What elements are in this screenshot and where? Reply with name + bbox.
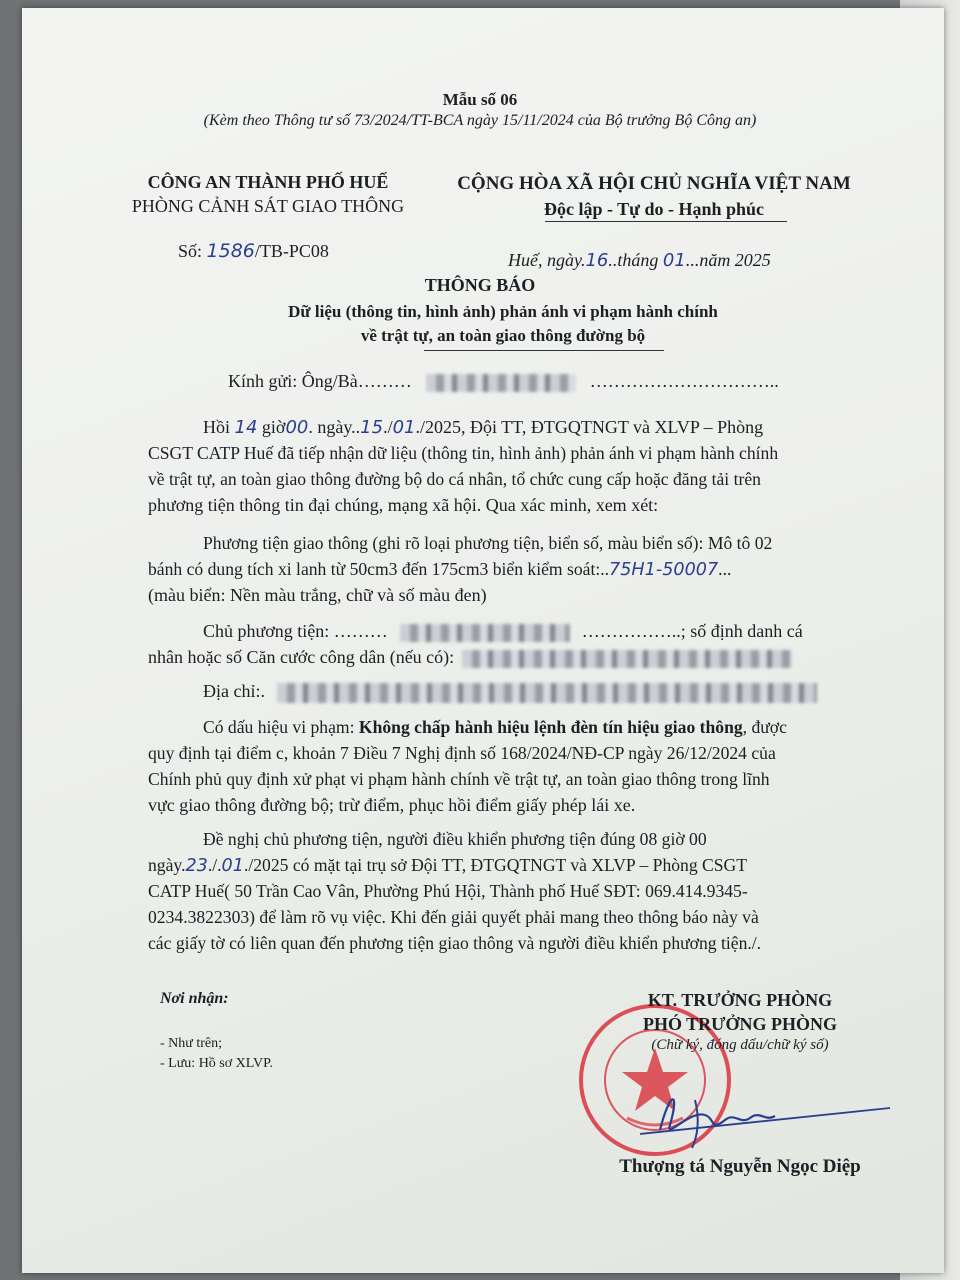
request-line-1: Đề nghị chủ phương tiện, người điều khiển phương tiện đúng 08 giờ 00 <box>203 829 707 849</box>
notice-heading-1: Dữ liệu (thông tin, hình ảnh) phản ánh vi phạm hành chính <box>288 302 718 321</box>
document-number: Số: 1586/TB-PC08 <box>178 240 329 262</box>
vehicle-line-2: bánh có dung tích xi lanh từ 50cm3 đến 175cm3 biển kiểm soát:..75H1-50007... <box>148 559 732 580</box>
vehicle-line-1: Phương tiện giao thông (ghi rõ loại phương tiện, biển số, màu biển số): Mô tô 02 <box>203 533 773 553</box>
paragraph-1-line-1: Hồi 14 giờ00. ngày..15./01./2025, Đội TT, ĐTGQTNGT và XLVP – Phòng <box>203 417 764 438</box>
salutation: Kính gửi: Ông/Bà……… ………………………….. <box>228 371 779 391</box>
request-line-3: CATP Huế( 50 Trần Cao Vân, Phường Phú Hội, Thành phố Huế SĐT: 069.414.9345- <box>148 881 748 901</box>
violation-line-1: Có dấu hiệu vi phạm: Không chấp hành hiệu lệnh đèn tín hiệu giao thông, được <box>203 717 787 737</box>
country-name: CỘNG HÒA XÃ HỘI CHỦ NGHĨA VIỆT NAM <box>457 173 851 194</box>
heading-underline <box>424 350 664 351</box>
notice-heading-2: về trật tự, an toàn giao thông đường bộ <box>360 326 646 345</box>
agency-department: PHÒNG CẢNH SÁT GIAO THÔNG <box>131 196 405 216</box>
recipient-item-1: - Như trên; <box>160 1036 223 1051</box>
paragraph-1-line-3: về trật tự, an toàn giao thông đường bộ do cá nhân, tổ chức cung cấp hoặc đăng tải trên <box>148 469 761 489</box>
owner-line: Chủ phương tiện: ……… ……………..; số định danh cá <box>203 621 803 641</box>
signer-name: Thượng tá Nguyễn Ngọc Diệp <box>619 1156 861 1177</box>
issue-date: Huế, ngày.16..tháng 01...năm 2025 <box>508 250 771 271</box>
request-line-4: 0234.3822303) để làm rõ vụ việc. Khi đến giải quyết phải mang theo thông báo này và <box>148 907 759 927</box>
id-line: nhân hoặc số Căn cước công dân (nếu có): <box>148 644 792 670</box>
motto-underline <box>545 221 787 222</box>
national-motto: Độc lập - Tự do - Hạnh phúc <box>543 199 765 219</box>
redacted-recipient <box>426 374 576 392</box>
violation-line-3: Chính phủ quy định xử phạt vi phạm hành chính về trật tự, an toàn giao thông trong lĩnh <box>148 769 770 789</box>
redacted-address <box>277 683 817 703</box>
paragraph-1-line-4: phương tiện thông tin đại chúng, mạng xã hội. Qua xác minh, xem xét: <box>148 495 659 515</box>
redacted-id <box>462 650 792 668</box>
signature-title-1: KT. TRƯỞNG PHÒNG <box>647 990 833 1010</box>
agency-name: CÔNG AN THÀNH PHỐ HUẾ <box>147 172 389 192</box>
signature-note: (Chữ ký, đóng dấu/chữ ký số) <box>651 1037 829 1053</box>
paragraph-1-line-2: CSGT CATP Huế đã tiếp nhận dữ liệu (thông tin, hình ảnh) phản ánh vi phạm hành chính <box>148 443 779 463</box>
address-line: Địa chỉ:. <box>203 678 817 704</box>
recipient-item-2: - Lưu: Hồ sơ XLVP. <box>160 1056 273 1071</box>
recipients-title: Nơi nhận: <box>160 990 229 1007</box>
vehicle-line-3: (màu biển: Nền màu trắng, chữ và số màu đen) <box>148 585 487 605</box>
redacted-owner <box>400 624 570 642</box>
request-line-2: ngày.23./.01./2025 có mặt tại trụ sở Đội TT, ĐTGQTNGT và XLVP – Phòng CSGT <box>148 855 747 876</box>
violation-line-2: quy định tại điểm c, khoản 7 Điều 7 Nghị định số 168/2024/NĐ-CP ngày 26/12/2024 của <box>148 743 776 763</box>
form-title: Mẫu số 06 <box>442 90 518 109</box>
signature-title-2: PHÓ TRƯỞNG PHÒNG <box>642 1014 837 1034</box>
handwritten-signature <box>600 1070 900 1160</box>
notice-title: THÔNG BÁO <box>424 275 536 295</box>
request-line-5: các giấy tờ có liên quan đến phương tiện giao thông và người điều khiển phương tiện./. <box>148 933 762 953</box>
form-subtitle: (Kèm theo Thông tư số 73/2024/TT-BCA ngày 15/11/2024 của Bộ trưởng Bộ Công an) <box>203 112 757 129</box>
violation-line-4: vực giao thông đường bộ; trừ điểm, phục hồi điểm giấy phép lái xe. <box>148 795 636 815</box>
license-plate: 75H1-50007 <box>609 560 719 580</box>
